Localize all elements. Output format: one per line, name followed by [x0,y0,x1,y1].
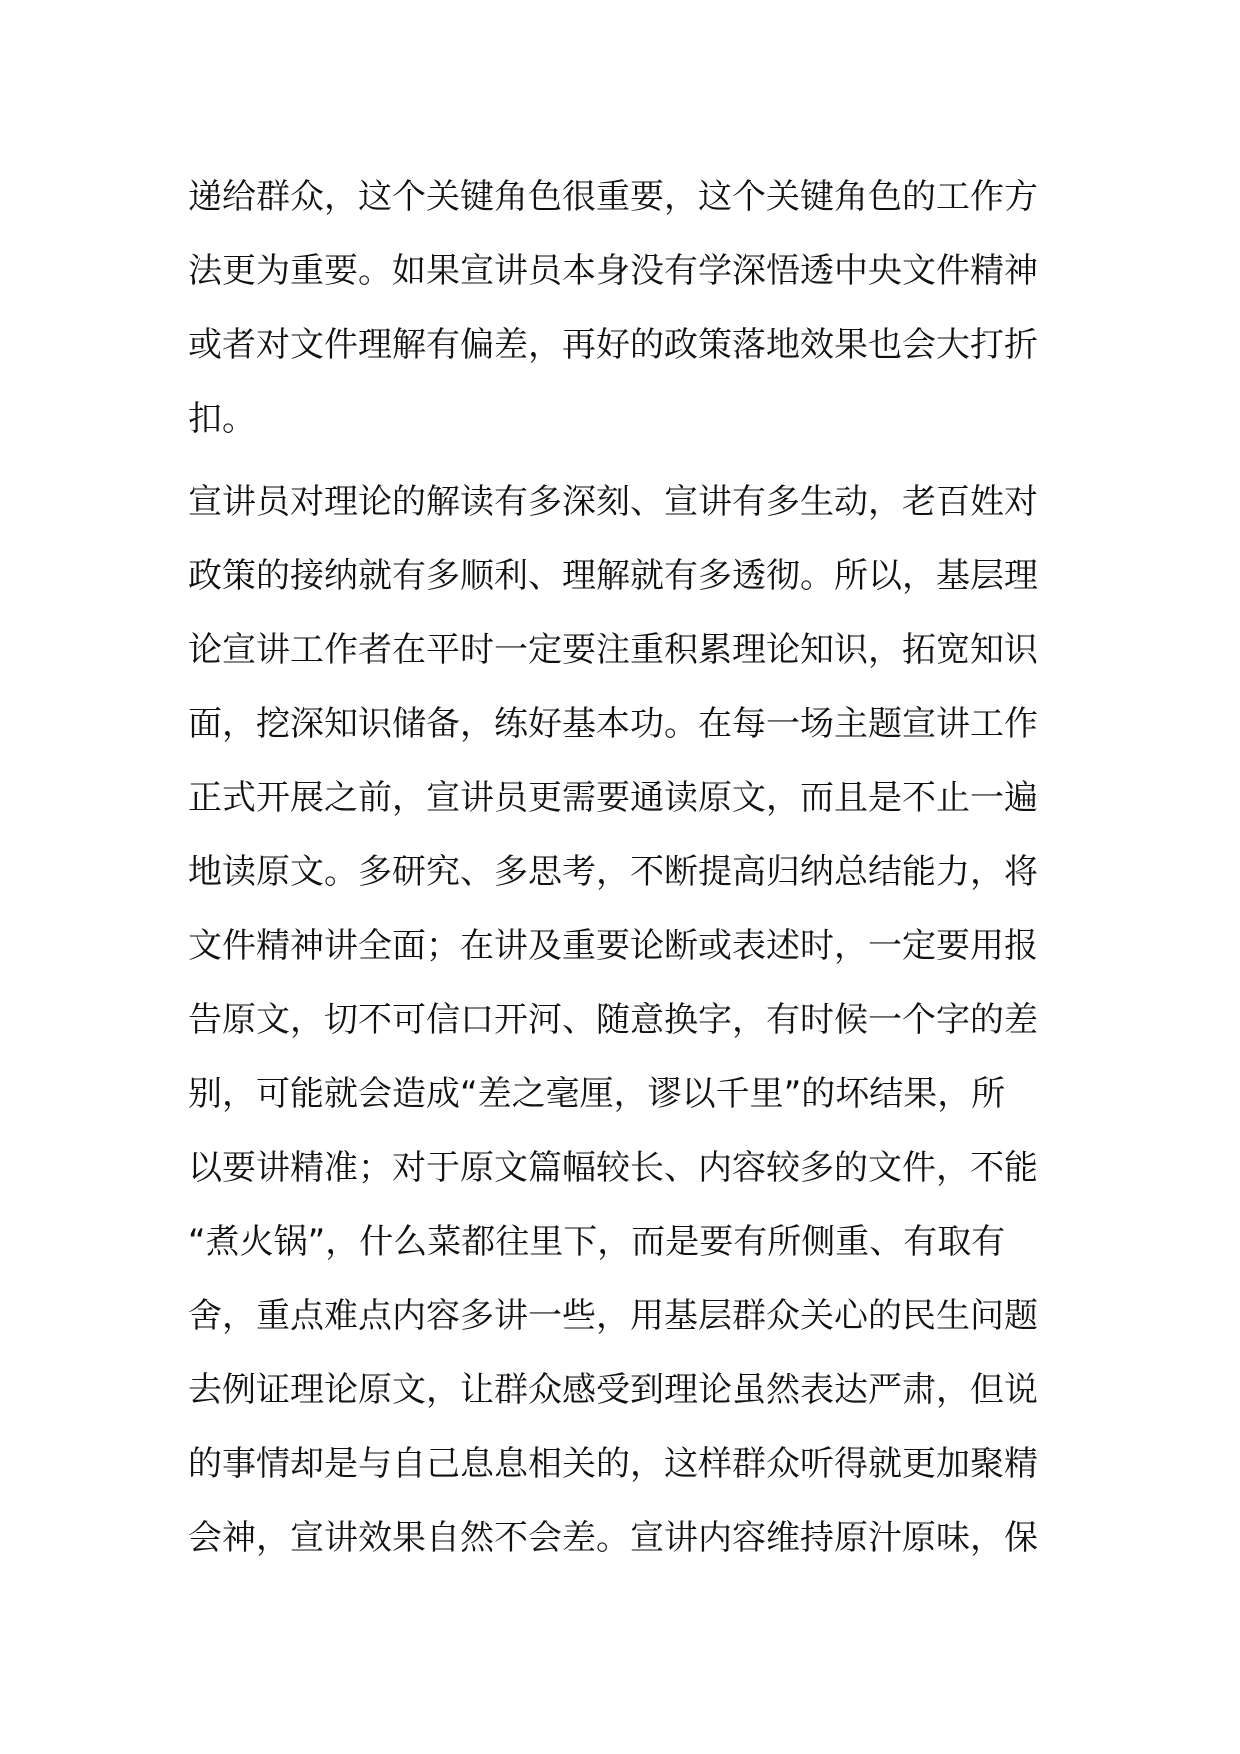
paragraph-line: 法更为重要。如果宣讲员本身没有学深悟透中央文件精神 [188,251,1038,291]
paragraph-line: 论宣讲工作者在平时一定要注重积累理论知识，拓宽知识 [188,630,1038,670]
paragraph-line: 正式开展之前，宣讲员更需要通读原文，而且是不止一遍 [188,778,1038,818]
paragraph-line: 地读原文。多研究、多思考，不断提高归纳总结能力，将 [188,852,1038,892]
paragraph-line: 或者对文件理解有偏差，再好的政策落地效果也会大打折 [188,325,1038,365]
paragraph-line: 别，可能就会造成“差之毫厘，谬以千里”的坏结果，所 [188,1074,1006,1114]
paragraph-line: 舍，重点难点内容多讲一些，用基层群众关心的民生问题 [188,1296,1038,1336]
paragraph-line: 文件精神讲全面；在讲及重要论断或表述时，一定要用报 [188,926,1038,966]
paragraph-line: 递给群众，这个关键角色很重要，这个关键角色的工作方 [188,177,1038,217]
paragraph-line: 的事情却是与自己息息相关的，这样群众听得就更加聚精 [188,1444,1038,1484]
paragraph-line: 去例证理论原文，让群众感受到理论虽然表达严肃，但说 [188,1370,1038,1410]
paragraph-line: 以要讲精准；对于原文篇幅较长、内容较多的文件，不能 [188,1148,1038,1188]
paragraph-line: 会神，宣讲效果自然不会差。宣讲内容维持原汁原味，保 [188,1518,1038,1558]
paragraph-line: 政策的接纳就有多顺利、理解就有多透彻。所以，基层理 [188,556,1038,596]
paragraph-1 [188,160,1058,456]
paragraph-2 [188,465,1058,1575]
paragraph-line: 扣。 [188,399,256,439]
paragraph-line: 面，挖深知识储备，练好基本功。在每一场主题宣讲工作 [188,704,1038,744]
paragraph-line: “煮火锅”，什么菜都往里下，而是要有所侧重、有取有 [188,1222,1006,1262]
paragraph-line: 宣讲员对理论的解读有多深刻、宣讲有多生动，老百姓对 [188,482,1038,522]
paragraph-line: 告原文，切不可信口开河、随意换字，有时候一个字的差 [188,1000,1038,1040]
